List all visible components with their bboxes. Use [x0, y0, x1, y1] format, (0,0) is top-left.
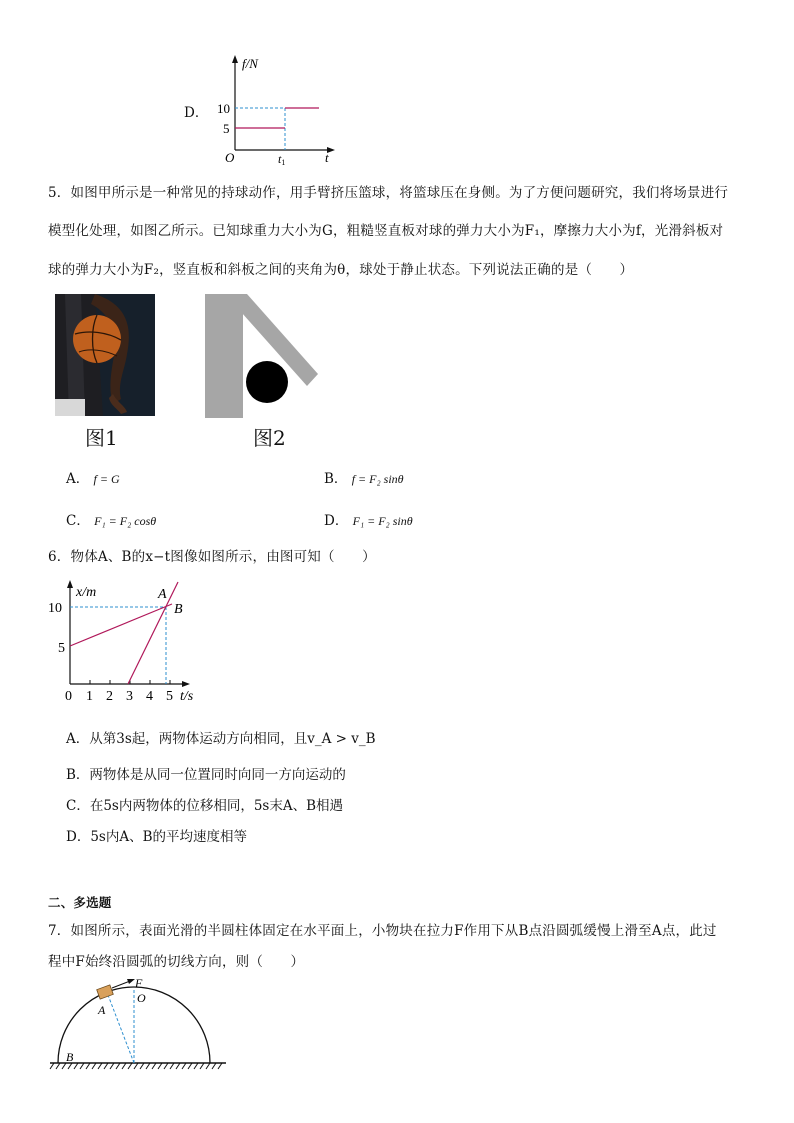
x-axis-arrow	[182, 681, 190, 687]
vertical-board	[205, 294, 243, 418]
y-axis-arrow	[67, 580, 73, 588]
x-tick-label-3: 3	[126, 689, 133, 704]
q5-option-c[interactable]: C． F₁ = F₂ cosθ	[66, 513, 157, 529]
x-tick-label-0: 0	[65, 689, 72, 704]
fig2-label: 图2	[253, 426, 286, 450]
q5-option-a-formula: f = G	[93, 472, 120, 486]
q5-option-a[interactable]: A． f = G	[66, 471, 120, 487]
label-b: B	[66, 1050, 74, 1064]
tick-10: 10	[217, 101, 230, 116]
dashed-radius-a	[108, 995, 134, 1063]
q6-xt-graph	[44, 576, 214, 706]
ball	[246, 361, 288, 403]
q5-option-b-formula: f = F₂ sinθ	[351, 472, 404, 486]
q5-stem-line3: 球的弹力大小为F₂，竖直板和斜板之间的夹角为θ，球处于静止状态。下列说法正确的是（ ）	[48, 262, 634, 278]
q5-option-b[interactable]: B． f = F₂ sinθ	[324, 471, 404, 487]
board-model-figure	[205, 292, 325, 420]
small-block	[97, 985, 114, 999]
line-a	[128, 582, 178, 684]
x-tick-label-4: 4	[146, 689, 153, 704]
origin-label: O	[225, 150, 235, 165]
y-axis-label: x/m	[76, 585, 97, 600]
y-axis-arrow	[232, 55, 238, 63]
x-axis-label: t	[325, 150, 329, 165]
fig1-label: 图1	[85, 426, 118, 450]
q4-option-d-graph	[215, 52, 345, 167]
q7-semicylinder-figure	[44, 975, 234, 1075]
q6-option-b[interactable]: B．两物体是从同一位置同时向同一方向运动的	[66, 767, 346, 783]
q7-stem-line1: 7．如图所示，表面光滑的半圆柱体固定在水平面上，小物块在拉力F作用下从B点沿圆弧缓慢上滑至A点，此过	[48, 923, 717, 939]
q7-stem-line2: 程中F始终沿圆弧的切线方向，则（ ）	[48, 954, 305, 970]
label-b: B	[174, 602, 183, 617]
x-tick-label-1: 1	[86, 689, 93, 704]
q5-stem-line2: 模型化处理，如图乙所示。已知球重力大小为G，粗糙竖直板对球的弹力大小为F₁，摩擦力大小为f，光滑斜板对	[48, 223, 724, 239]
ground-hatching	[50, 1063, 222, 1069]
basketball-hold-photo	[55, 294, 155, 416]
q5-stem-line1: 5．如图甲所示是一种常见的持球动作，用手臂挤压篮球，将篮球压在身侧。为了方便问题研究，我们将场景进行	[48, 185, 729, 201]
q6-option-d[interactable]: D．5s内A、B的平均速度相等	[66, 829, 248, 845]
tick-5: 5	[223, 121, 230, 136]
y-tick-5: 5	[58, 641, 65, 656]
y-axis-label: f/N	[242, 56, 258, 71]
label-a: A	[98, 1003, 106, 1017]
section-heading-multi-choice: 二、多选题	[48, 895, 112, 910]
q5-option-c-formula: F₁ = F₂ cosθ	[94, 514, 157, 528]
q5-option-d-formula: F₁ = F₂ sinθ	[352, 514, 413, 528]
q6-option-c[interactable]: C．在5s内两物体的位移相同，5s末A、B相遇	[66, 798, 344, 814]
force-arrow-head	[127, 979, 135, 984]
x-axis-label: t/s	[180, 689, 194, 704]
q4-option-d-label: D．	[184, 105, 209, 121]
basketball-hold-illustration	[55, 294, 155, 416]
label-a: A	[158, 587, 167, 602]
label-o: O	[137, 991, 146, 1005]
x-tick-label-5: 5	[166, 689, 173, 704]
q5-option-d[interactable]: D． F₁ = F₂ sinθ	[324, 513, 413, 529]
x-tick-label-2: 2	[106, 689, 113, 704]
q6-stem: 6．物体A、B的x−t图像如图所示，由图可知（ ）	[48, 549, 376, 565]
y-tick-10: 10	[48, 601, 62, 616]
label-f: F	[135, 976, 143, 990]
t1-label: t1	[278, 152, 286, 167]
q6-option-a[interactable]: A．从第3s起，两物体运动方向相同，且v_A > v_B	[66, 731, 376, 747]
